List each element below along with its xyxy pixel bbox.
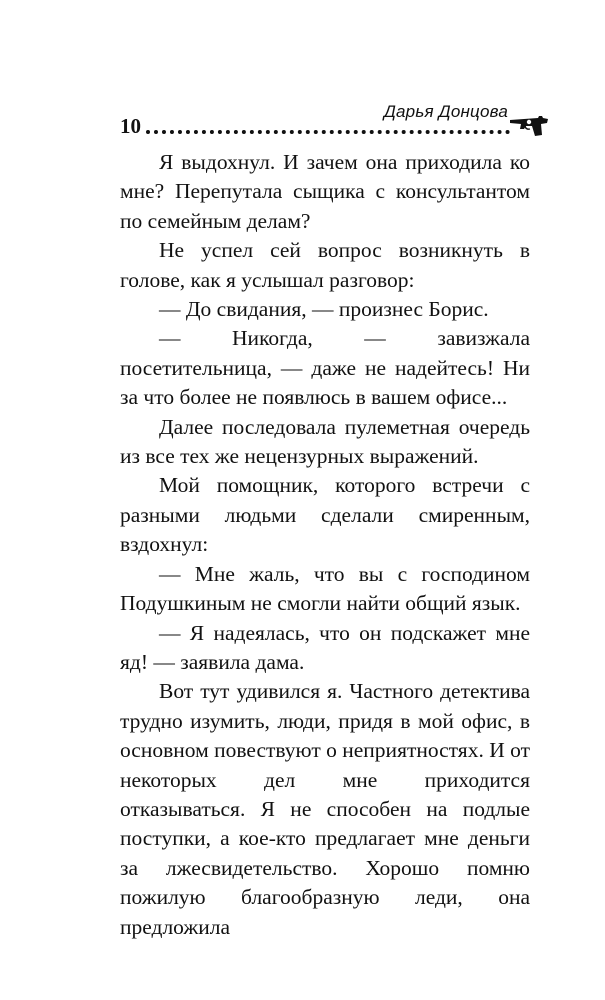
paragraph: Я выдохнул. И зачем она приходила ко мне? Перепутала сыщика с консультантом по семейным делам?	[120, 150, 530, 233]
dialogue-line: — Я надеялась, что он подскажет мне яд! — заявила дама.	[120, 620, 530, 674]
running-header	[120, 96, 550, 140]
paragraph: Мой помощник, которого встречи с разными людьми сделали смиренным, вздохнул:	[120, 473, 530, 557]
body-text	[120, 148, 530, 942]
dialogue-line: — Мне жаль, что вы с господином Подушкиным не смогли найти общий язык.	[120, 561, 530, 616]
dialogue-line: — До свидания, — произнес Борис.	[159, 297, 489, 322]
dot-leader	[146, 130, 510, 134]
paragraph: Вот тут удивился я. Частного детектива трудно изумить, люди, придя в мой офис, в основном повествуют о неприятностях. И от некоторых дел мне приходится отказываться. Я не способен на подлые поступки, а кое-кто предлагает мне деньги за лжесвидетельство. Хорошо помню пожилую благообразную леди, она предложила	[120, 679, 530, 939]
running-title-author: Дарья Донцова	[383, 102, 508, 121]
paragraph: Далее последовала пулеметная очередь из все тех же нецензурных выражений.	[120, 414, 530, 469]
paragraph: Не успел сей вопрос возникнуть в голове, как я услышал разговор:	[120, 238, 530, 292]
page-number: 10	[120, 114, 141, 138]
revolver-icon	[508, 114, 550, 138]
dialogue-line: — Никогда, — завизжала посетительница, — даже не надейтесь! Ни за что более не появлюсь в вашем офисе...	[120, 326, 530, 410]
